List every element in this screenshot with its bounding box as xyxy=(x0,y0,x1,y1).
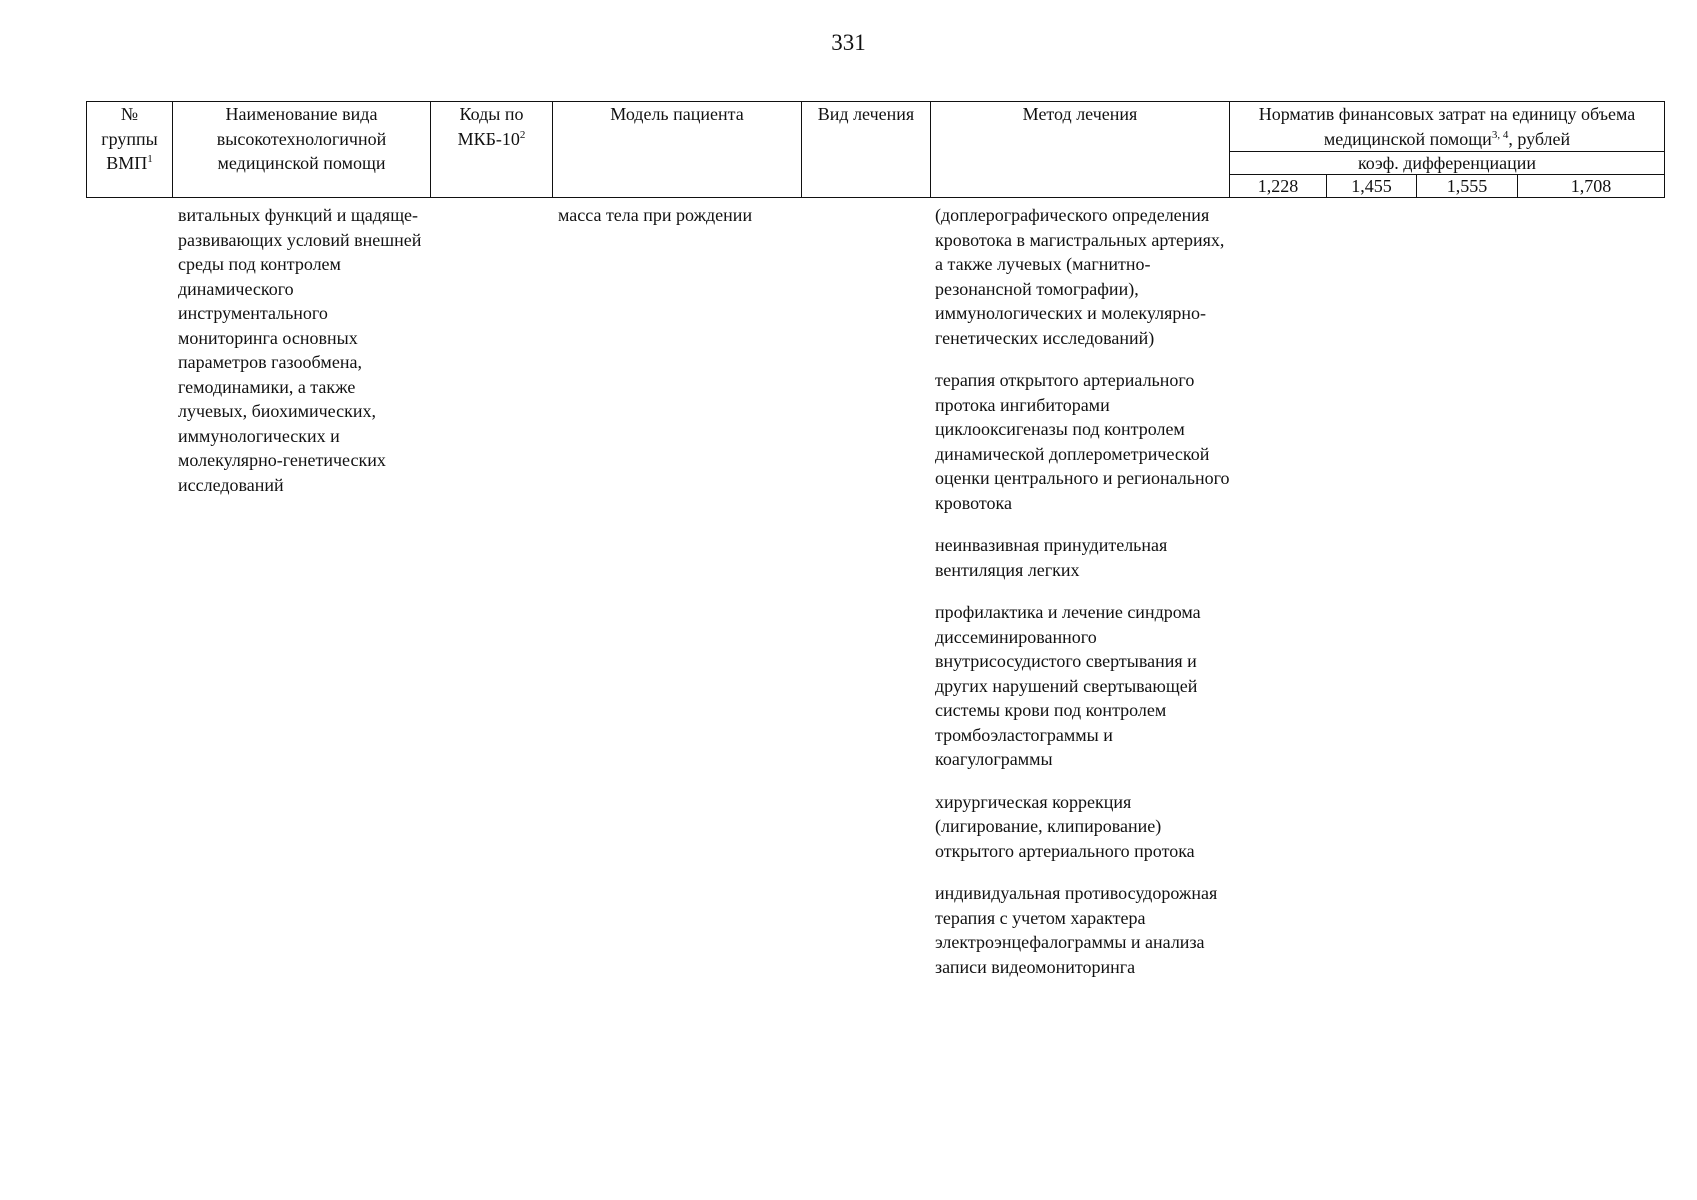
coefficient-cell: 1,555 xyxy=(1417,175,1518,198)
coefficient-cell: 1,708 xyxy=(1518,175,1665,198)
treatment-method-item: профилактика и лечение синдрома диссеминированного внутрисосудистого свертывания и других нарушений свертывающей системы крови под контролем тромбоэластограммы и коагулограммы xyxy=(935,602,1201,769)
coefficient-cell: 1,455 xyxy=(1327,175,1417,198)
header-patient-model: Модель пациента xyxy=(553,102,802,198)
care-type-name-text: витальных функций и щадяще-развивающих условий внешней среды под контролем динамического инструментального мониторинга основных параметров газообмена, гемодинамики, а также лучевых, биохимических, иммунологических и молекулярно-генетических исследований xyxy=(178,205,422,495)
header-financial-norm: Норматив финансовых затрат на единицу объема медицинской помощи$^{3, 4}$, рублей xyxy=(1230,102,1665,152)
header-coef-title: коэф. дифференциации xyxy=(1230,152,1665,175)
treatment-method-item: (доплерографического определения кровотока в магистральных артериях, а также лучевых (магнитно-резонансной томографии), иммунологических и молекулярно-генетических исследований) xyxy=(935,205,1225,348)
header-treatment-type: Вид лечения xyxy=(802,102,931,198)
treatment-method-item: хирургическая коррекция (лигирование, клипирование) открытого артериального протока xyxy=(935,791,1195,861)
header-group-number: № группы ВМП$^1$ xyxy=(87,102,173,198)
treatment-method-item: неинвазивная принудительная вентиляция легких xyxy=(935,535,1168,580)
treatment-method-item: индивидуальная противосудорожная терапия с учетом характера электроэнцефалограммы и анализа записи видеомониторинга xyxy=(935,883,1218,977)
header-treatment-method: Метод лечения xyxy=(931,102,1230,198)
table-header xyxy=(86,101,1665,198)
page-number: 331 xyxy=(831,30,866,55)
treatment-method-item: терапия открытого артериального протока ингибиторами циклооксигеназы под контролем динамической доплерометрической оценки центрального и регионального кровотока xyxy=(935,370,1230,513)
header-care-type-name: Наименование вида высокотехнологичной медицинской помощи xyxy=(173,102,431,198)
coefficient-cell: 1,228 xyxy=(1230,175,1327,198)
treatment-methods xyxy=(935,203,1235,997)
patient-model-text: масса тела при рождении xyxy=(558,205,753,225)
header-icd-codes: Коды по МКБ-$10^2$ xyxy=(431,102,553,198)
